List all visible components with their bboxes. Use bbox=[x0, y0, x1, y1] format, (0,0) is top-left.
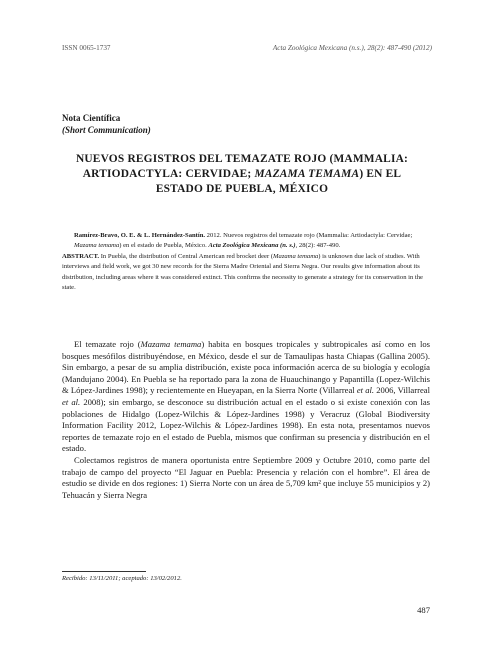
abstract bbox=[62, 252, 430, 294]
abstract-label: ABSTRACT. bbox=[62, 252, 100, 260]
paragraph-1 bbox=[62, 339, 430, 455]
paragraph-2: Colectamos registros de manera oportunista entre Septiembre 2009 y Octubre 2010, como parte del trabajo de campo del proyecto “El Jaguar en Puebla: Presencia y relación con el hombre”. El área de estudio se divide en dos regiones: 1) Sierra Norte con un área de 5,709 km² que incluye 55 municipios y 2) Tehuacán y Sierra Negra bbox=[62, 454, 430, 500]
page-number: 487 bbox=[417, 605, 430, 615]
p1-text-b: ) habita en bosques tropicales y subtropicales así como en los bosques mesófilos distribuyéndose, en México, desde el sur de Tamaulipas hasta Chiapas (Gallina 2005). Sin embargo, a pesar de su amplia distribución, existe poca información acerca de su biología y ecología (Mandujano 2004). En Puebla se ha reportado para la zona de Huauchinango y Papantilla (Lopez-Wilchis & López-Jardines 1998); y recientemente en Hueyapan, en la Sierra Norte (Villarreal bbox=[62, 339, 430, 396]
citation-text-2: ) en el estado de Puebla, México. bbox=[119, 242, 209, 250]
note-type-title: Nota Científica bbox=[62, 113, 121, 123]
citation-block bbox=[62, 231, 430, 252]
citation-species: Mazama temama bbox=[74, 242, 120, 250]
abstract-species: Mazama temama bbox=[273, 252, 319, 260]
note-type-subtitle: (Short Communication) bbox=[62, 125, 151, 135]
abstract-text-1: In Puebla, the distribution of Central American red brocket deer ( bbox=[99, 252, 274, 260]
p1-text-d: 2008); sin embargo, se desconoce su distribución actual en el estado o si existe conexión con las poblaciones de Hidalgo (Lopez-Wilchis & López-Jardines 1998) y Veracruz (Global Biodiversity Information Facility 2012, Lopez-Wilchis & López-Jardines 1998). En esta nota, presentamos nuevos reportes de temazate rojo en el estado de Puebla, mismos que confirman su presencia y distribución en el estado. bbox=[62, 396, 430, 454]
issn: ISSN 0065-1737 bbox=[62, 44, 111, 52]
article-body bbox=[62, 339, 430, 501]
citation-pages: , 28(2): 487-490. bbox=[295, 242, 341, 250]
title-part-1: NUEVOS REGISTROS DEL TEMAZATE ROJO (MAMMALIA: ARTIODACTYLA: CERVIDAE; bbox=[75, 153, 409, 180]
title-species: MAZAMA TEMAMA bbox=[254, 168, 360, 180]
footnote-rule bbox=[62, 571, 146, 572]
citation-text-1: 2012. Nuevos registros del temazate rojo (Mammalia: Artiodactyla: Cervidae; bbox=[205, 232, 413, 239]
citation-and-abstract bbox=[62, 231, 430, 293]
p1-etal-1: et al. bbox=[356, 385, 375, 396]
abstract-text-2: ) is unknown due lack of studies. With interviews and field work, we got 30 new records for the Sierra Madre Oriental and Sierra Negra. Our results give information about its distribution, including areas where it was considered extinct. This confirms the necessity to generate a strategy for its conservation in the state. bbox=[62, 252, 423, 292]
received-accepted-footnote: Recibido: 13/11/2011; aceptado: 13/02/2012. bbox=[62, 575, 182, 582]
p1-etal-2: et al. bbox=[62, 396, 81, 407]
p1-species: Mazama temama bbox=[140, 339, 202, 349]
citation-journal: Acta Zoológica Mexicana (n. s.) bbox=[208, 242, 296, 250]
authors: Ramírez-Bravo, O. E. & L. Hernández-Santín. bbox=[74, 232, 206, 239]
article-title bbox=[58, 152, 426, 197]
journal-citation-header: Acta Zoológica Mexicana (n.s.), 28(2): 487-490 (2012) bbox=[272, 44, 432, 52]
p1-text-c: 2006, Villarreal bbox=[374, 385, 430, 396]
title-part-2: ) EN EL ESTADO DE PUEBLA, MÉXICO bbox=[155, 168, 402, 195]
p1-text-a: El temazate rojo ( bbox=[74, 339, 141, 349]
